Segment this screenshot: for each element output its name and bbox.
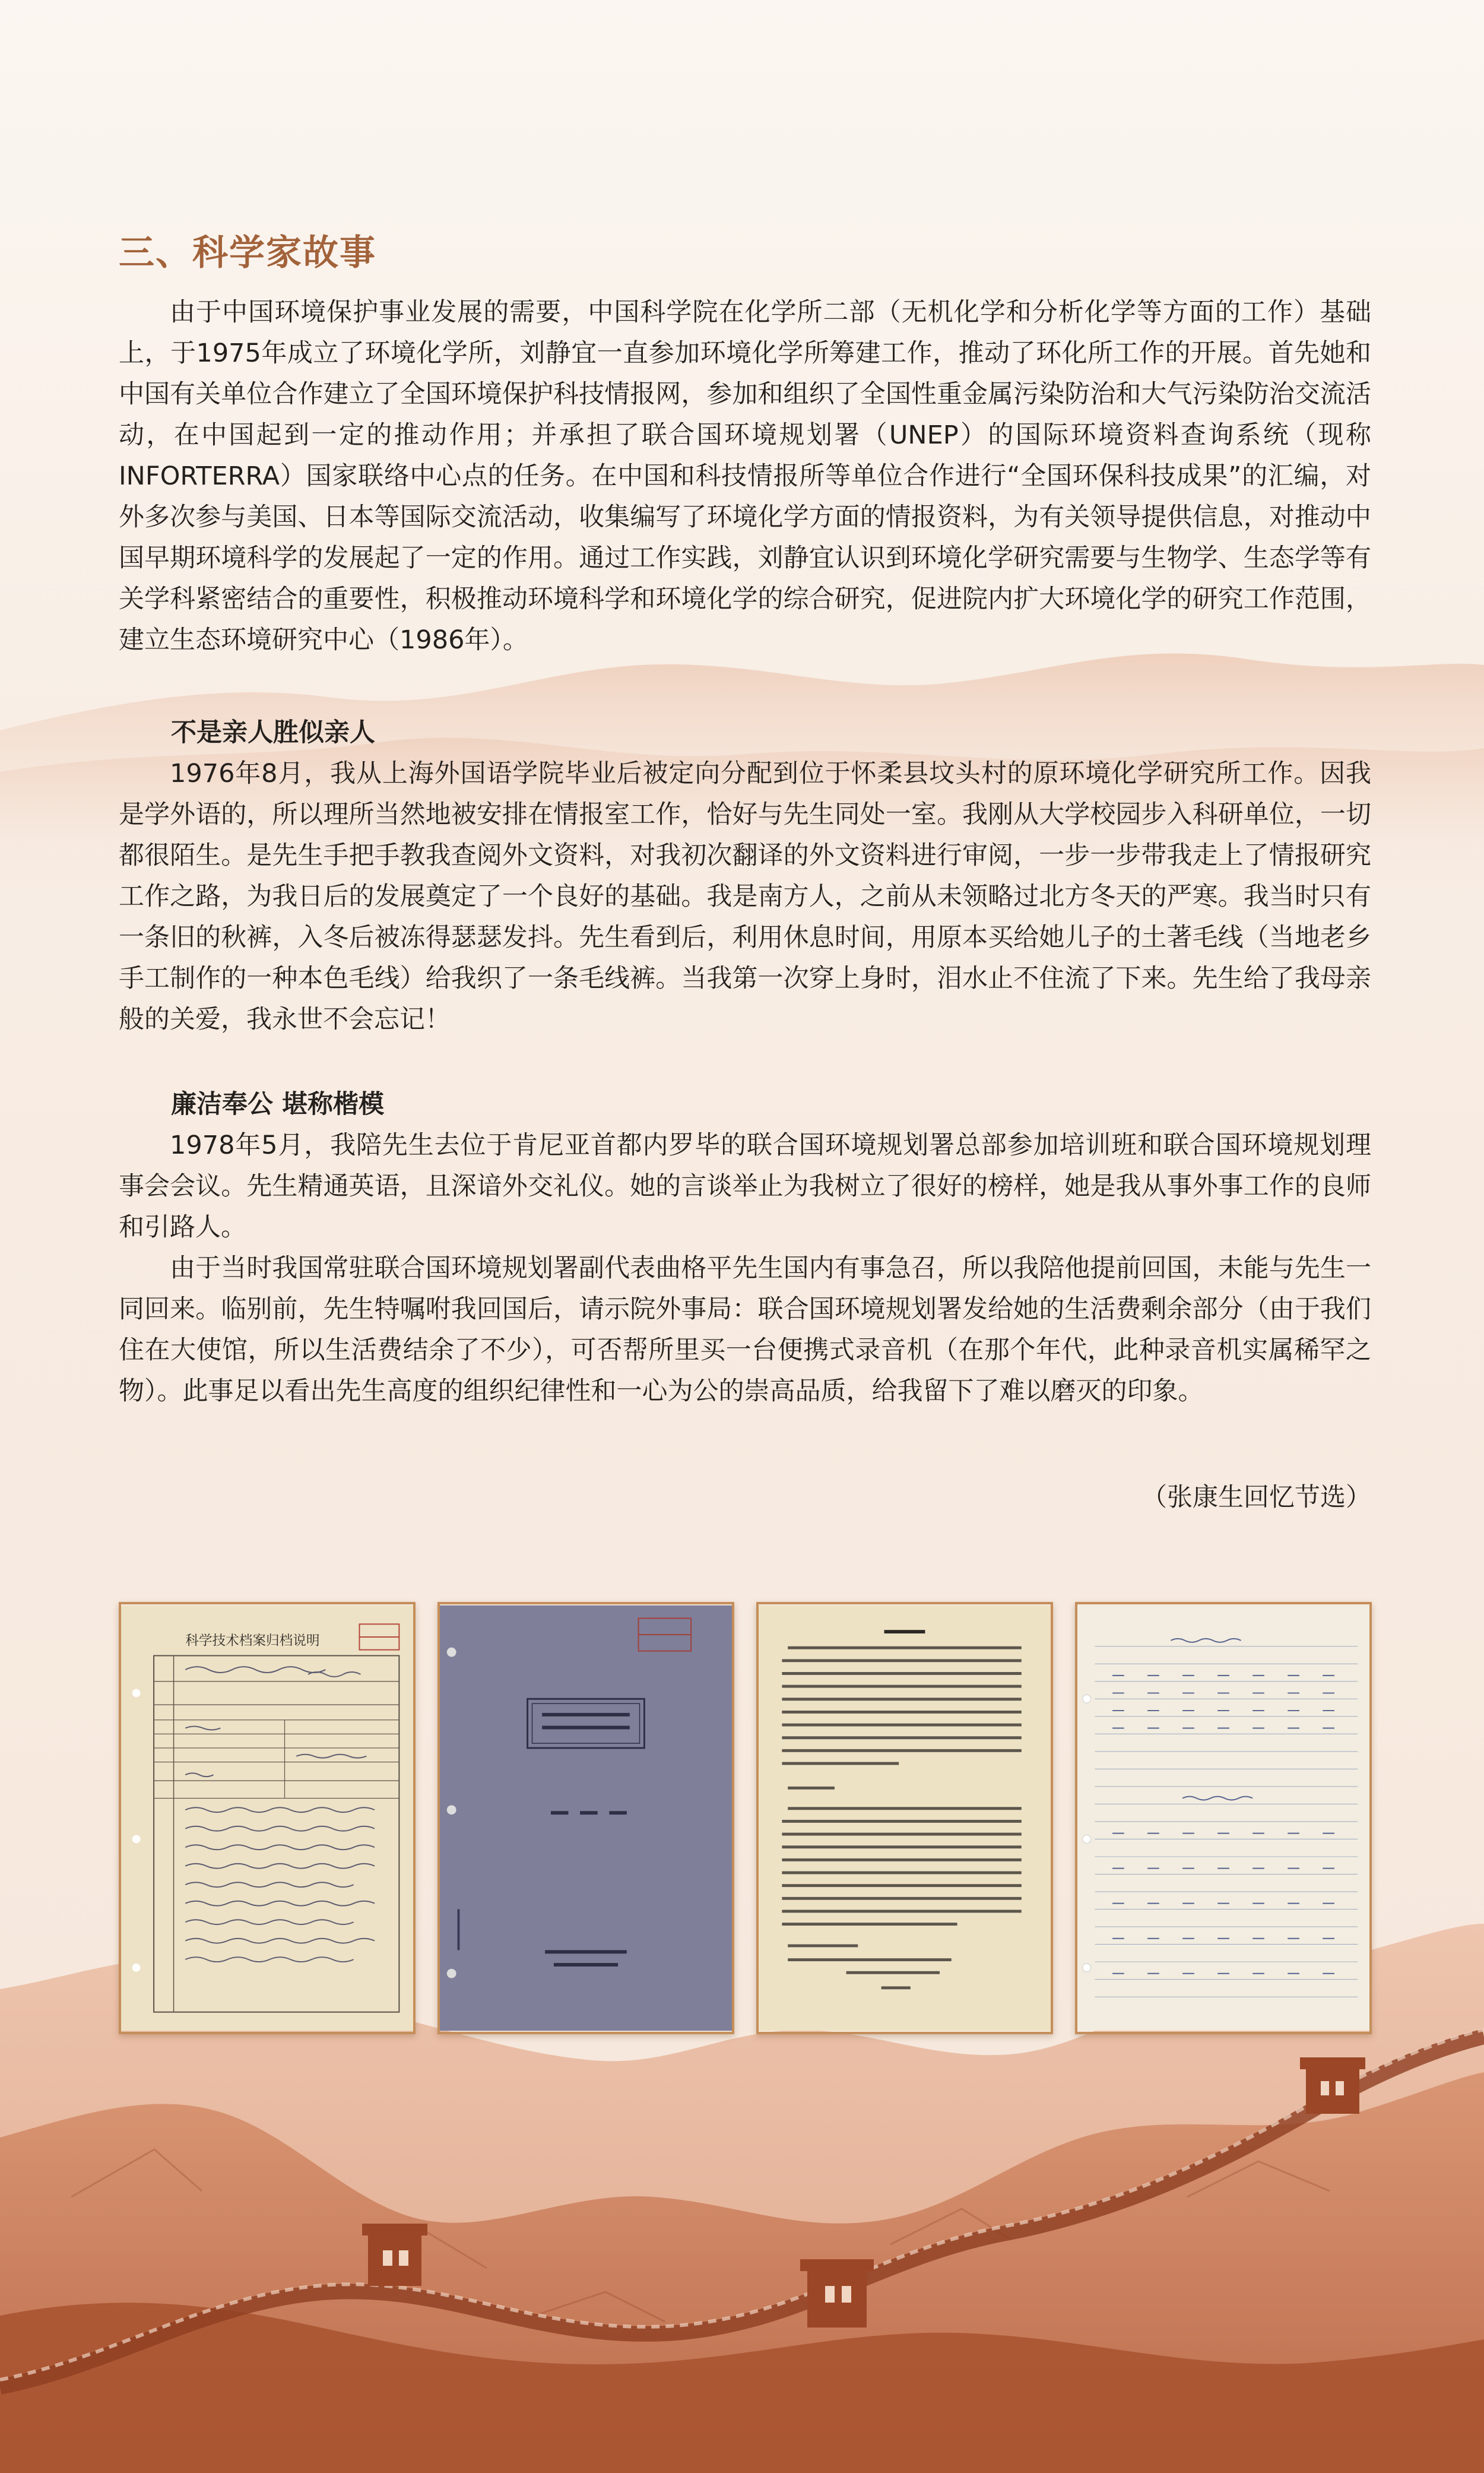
report-cover-document (437, 1602, 734, 2034)
intro-paragraph: 由于中国环境保护事业发展的需要，中国科学院在化学所二部（无机化学和分析化学等方面的工作）基础上，于1975年成立了环境化学所，刘静宜一直参加环境化学所筹建工作，推动了环化所工作的开展。首先她和中国有关单位合作建立了全国环境保护科技情报网，参加和组织了全国性重金属污染防治和大气污染防治交流活动，在中国起到一定的推动作用；并承担了联合国环境规划署（UNEP）的国际环境资料查询系统（现称INFORTERRA）国家联络中心点的任务。在中国和科技情报所等单位合作进行“全国环保科技成果”的汇编，对外多次参与美国、日本等国际交流活动，收集编写了环境化学方面的情报资料，为有关领导提供信息，对推动中国早期环境科学的发展起了一定的作用。通过工作实践，刘静宜认识到环境化学研究需要与生物学、生态学等有关学科紧密结合的重要性，积极推动环境科学和环境化学的综合研究，促进院内扩大环境化学的研究工作范围，建立生态环境研究中心（1986年）。 (119, 297, 1371, 655)
story1-paragraph: 1976年8月，我从上海外国语学院毕业后被定向分配到位于怀柔县坟头村的原环境化学研究所工作。因我是学外语的，所以理所当然地被安排在情报室工作，恰好与先生同处一室。我刚从大学校园步入科研单位，一切都很陌生。是先生手把手教我查阅外文资料，对我初次翻译的外文资料进行审阅，一步一步带我走上了情报研究工作之路，为我日后的发展奠定了一个良好的基础。我是南方人，之前从未领略过北方冬天的严寒。我当时只有一条旧的秋裤，入冬后被冻得瑟瑟发抖。先生看到后，利用休息时间，用原本买给她儿子的土著毛线（当地老乡手工制作的一种本色毛线）给我织了一条毛线裤。当我第一次穿上身时，泪水止不住流了下来。先生给了我母亲般的关爱，我永世不会忘记！ (119, 759, 1371, 1034)
handwritten-data-sheet (1075, 1602, 1372, 2034)
typed-report-page (756, 1602, 1053, 2034)
story2-paragraph-1: 1978年5月，我陪先生去位于肯尼亚首都内罗毕的联合国环境规划署总部参加培训班和联合国环境规划理事会会议。先生精通英语，且深谙外交礼仪。她的言谈举止为我树立了很好的榜样，她是我从事外事工作的良师和引路人。 (119, 1131, 1371, 1242)
archive-document-form (119, 1602, 416, 2034)
story2-paragraph-2: 由于当时我国常驻联合国环境规划署副代表曲格平先生国内有事急召，所以我陪他提前回国，未能与先生一同回来。临别前，先生特嘱咐我回国后，请示院外事局：联合国环境规划署发给她的生活费剩余部分（由于我们住在大使馆，所以生活费结余了不少），可否帮所里买一台便携式录音机（在那个年代，此种录音机实属稀罕之物）。此事足以看出先生高度的组织纪律性和一心为公的崇高品质，给我留下了难以磨灭的印象。 (119, 1253, 1371, 1406)
attribution: （张康生回忆节选） (1141, 1483, 1371, 1512)
doc1-title: 科学技术档案归档说明 (185, 1633, 320, 1649)
section-title: 三、科学家故事 (119, 232, 376, 274)
story2-heading: 廉洁奉公 堪称楷模 (171, 1090, 384, 1119)
story1-heading: 不是亲人胜似亲人 (171, 718, 375, 748)
